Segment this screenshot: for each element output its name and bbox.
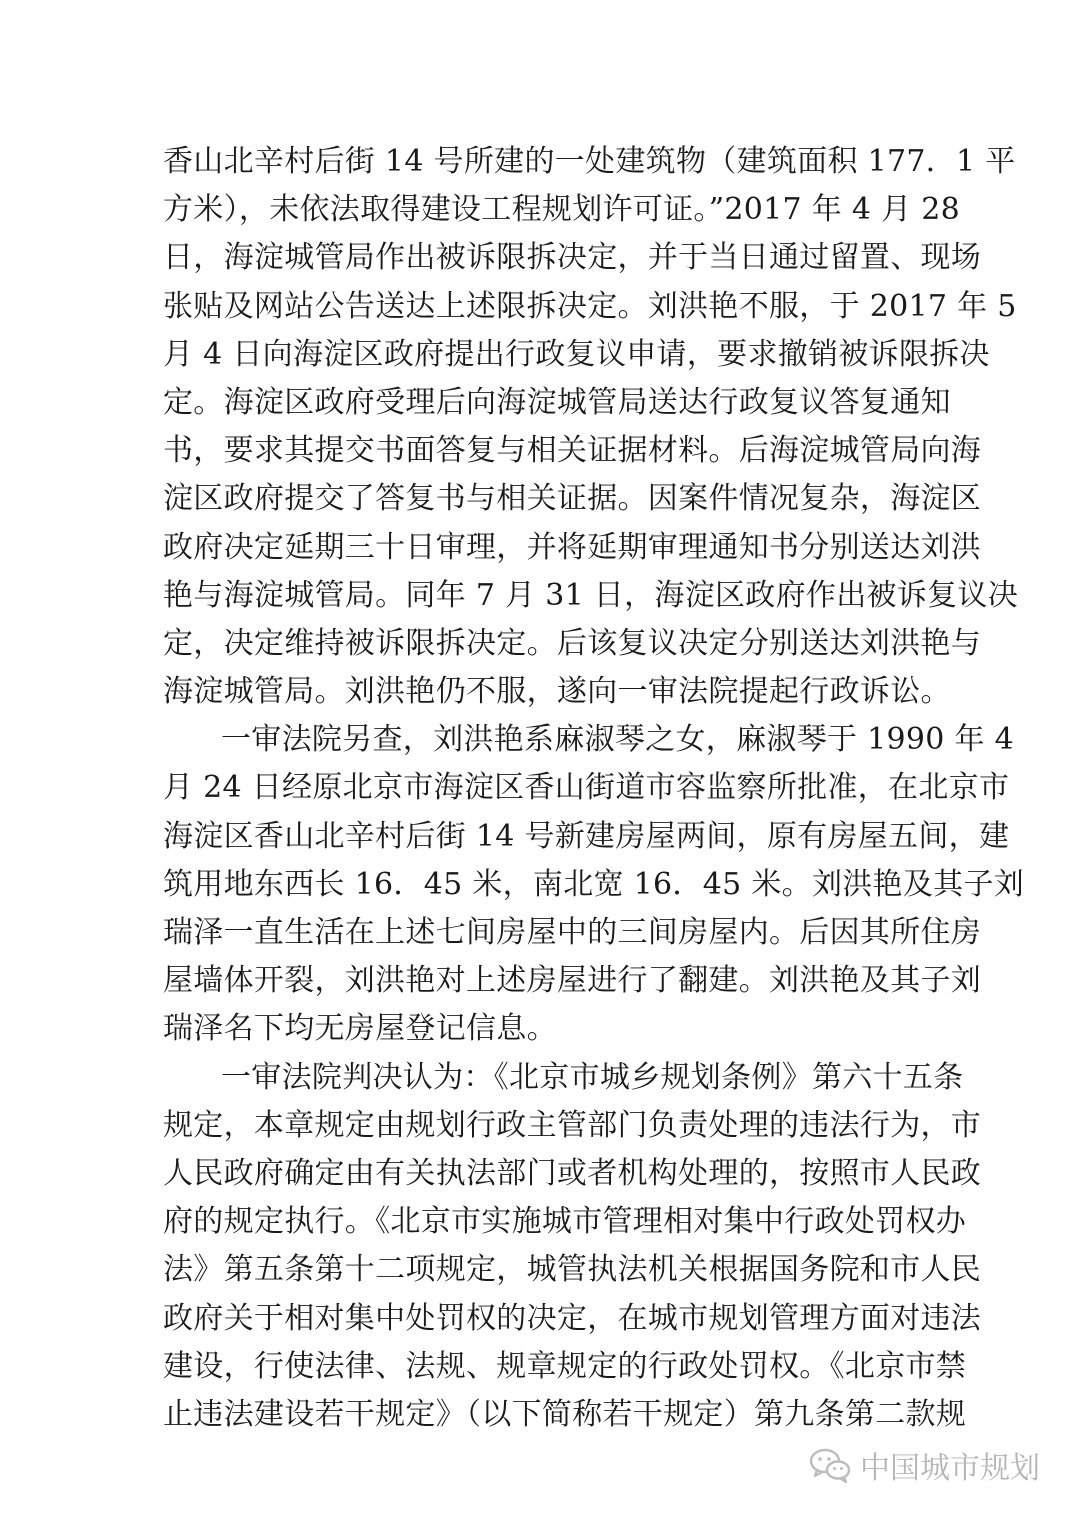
text-line: 止违法建设若干规定》（以下简称若干规定）第九条第二款规 [163, 1396, 967, 1432]
text-line: 海淀区香山北辛村后街 14 号新建房屋两间，原有房屋五间，建 [163, 818, 1010, 854]
text-line: 瑞泽名下均无房屋登记信息。 [163, 1011, 557, 1047]
text-line: 日，海淀城管局作出被诉限拆决定，并于当日通过留置、现场 [163, 240, 982, 276]
text-line: 瑞泽一直生活在上述七间房屋中的三间房屋内。后因其所住房 [163, 915, 982, 950]
watermark-text: 中国城市规划 [860, 1451, 1040, 1486]
paragraph-3 [163, 1054, 982, 1440]
text-line: 艳与海淀城管局。同年 7 月 31 日，海淀区政府作出被诉复议决 [163, 577, 1019, 613]
text-line: 屋墙体开裂，刘洪艳对上述房屋进行了翻建。刘洪艳及其子刘 [163, 963, 982, 999]
text-line: 方米），未依法取得建设工程规划许可证。”2017 年 4 月 28 [163, 192, 960, 228]
text-line: 定，决定维持被诉限拆决定。后该复议决定分别送达刘洪艳与 [163, 625, 982, 661]
text-line: 张贴及网站公告送达上述限拆决定。刘洪艳不服，于 2017 年 5 [163, 288, 1017, 324]
text-line: 府的规定执行。《北京市实施城市管理相对集中行政处罚权办 [163, 1204, 967, 1240]
text-line: 法》第五条第十二项规定，城管执法机关根据国务院和市人民 [163, 1252, 982, 1288]
text-line: 月 24 日经原北京市海淀区香山街道市容监察所批准，在北京市 [163, 770, 1010, 806]
text-line: 规定，本章规定由规划行政主管部门负责处理的违法行为，市 [163, 1107, 982, 1143]
watermark [808, 1443, 1040, 1487]
text-line: 政府决定延期三十日审理，并将延期审理通知书分别送达刘洪 [163, 529, 982, 565]
paragraph-2 [163, 716, 1025, 1053]
text-line: 月 4 日向海淀区政府提出行政复议申请，要求撤销被诉限拆决 [163, 336, 990, 372]
text-line: 人民政府确定由有关执法部门或者机构处理的，按照市人民政 [163, 1155, 982, 1191]
text-line: 定。海淀区政府受理后向海淀城管局送达行政复议答复通知 [163, 384, 951, 420]
document-body [163, 138, 1025, 1439]
text-line: 筑用地东西长 16．45 米，南北宽 16．45 米。刘洪艳及其子刘 [163, 866, 1025, 902]
text-line: 书，要求其提交书面答复与相关证据材料。后海淀城管局向海 [163, 433, 982, 469]
paragraph-1 [163, 138, 1019, 716]
text-line: 一审法院另查，刘洪艳系麻淑琴之女，麻淑琴于 1990 年 4 [221, 722, 1015, 758]
text-line: 海淀城管局。刘洪艳仍不服，遂向一审法院提起行政诉讼。 [163, 674, 951, 710]
text-line: 淀区政府提交了答复书与相关证据。因案件情况复杂，海淀区 [163, 481, 982, 517]
text-line: 政府关于相对集中处罚权的决定，在城市规划管理方面对违法 [163, 1300, 982, 1336]
text-line: 香山北辛村后街 14 号所建的一处建筑物（建筑面积 177．1 平 [163, 144, 1016, 179]
text-line: 一审法院判决认为：《北京市城乡规划条例》第六十五条 [221, 1059, 964, 1095]
wechat-icon [808, 1446, 852, 1484]
text-line: 建设，行使法律、法规、规章规定的行政处罚权。《北京市禁 [163, 1348, 967, 1384]
